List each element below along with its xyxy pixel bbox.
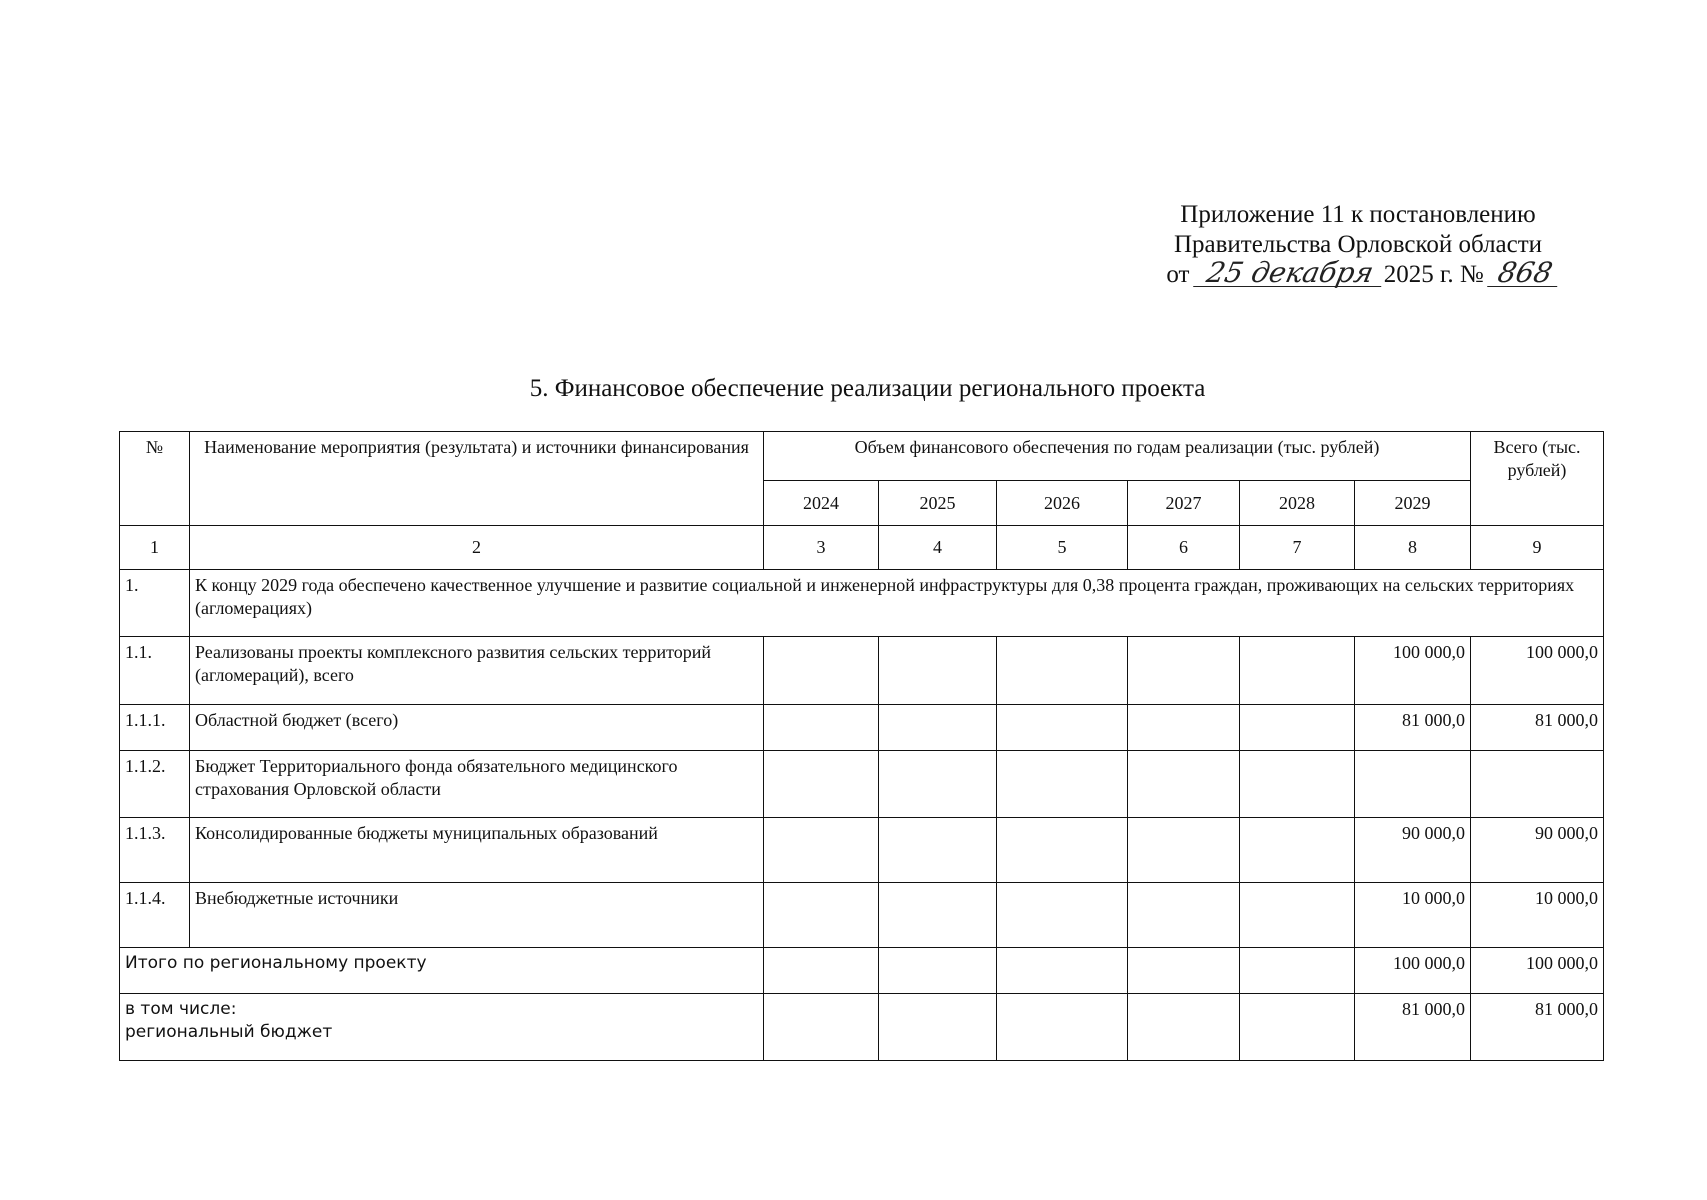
row-num: 1.1.: [120, 637, 190, 705]
column-number: 1: [120, 526, 190, 570]
handwritten-number: 868: [1487, 260, 1563, 287]
goal-row: [120, 570, 1604, 637]
cell-2025: [879, 637, 997, 705]
total-label: Итого по региональному проекту: [120, 948, 764, 994]
total-sum: 100 000,0: [1471, 948, 1604, 994]
cell-2024: [764, 705, 879, 751]
table-row: [120, 637, 1604, 705]
column-number: 6: [1128, 526, 1240, 570]
cell-2027: [1128, 818, 1240, 883]
cell-total: 100 000,0: [1471, 637, 1604, 705]
including-label-line-1: в том числе:: [125, 999, 237, 1019]
total-row: [120, 948, 1604, 994]
cell-2024: [764, 883, 879, 948]
appendix-prefix: от: [1166, 261, 1190, 288]
cell-2029: 10 000,0: [1355, 883, 1471, 948]
appendix-year-text: 2025 г. №: [1383, 261, 1484, 288]
total-2029: 100 000,0: [1355, 948, 1471, 994]
cell-2024: [764, 994, 879, 1061]
table-row: [120, 705, 1604, 751]
goal-num: 1.: [120, 570, 190, 637]
table-row: [120, 751, 1604, 818]
cell-2027: [1128, 994, 1240, 1061]
row-name: Бюджет Территориального фонда обязательного медицинского страхования Орловской области: [190, 751, 764, 818]
cell-2029: 90 000,0: [1355, 818, 1471, 883]
cell-2028: [1240, 751, 1355, 818]
cell-2026: [997, 705, 1128, 751]
cell-2027: [1128, 637, 1240, 705]
cell-2029: 100 000,0: [1355, 637, 1471, 705]
cell-2025: [879, 883, 997, 948]
cell-2027: [1128, 705, 1240, 751]
cell-2025: [879, 818, 997, 883]
header-year-2029: 2029: [1355, 481, 1471, 526]
cell-2029: 81 000,0: [1355, 705, 1471, 751]
row-name: Областной бюджет (всего): [190, 705, 764, 751]
cell-2027: [1128, 883, 1240, 948]
header-row-1: [120, 432, 1604, 481]
column-number: 9: [1471, 526, 1604, 570]
header-year-2024: 2024: [764, 481, 879, 526]
cell-2024: [764, 637, 879, 705]
cell-2024: [764, 751, 879, 818]
cell-2025: [879, 751, 997, 818]
cell-2024: [764, 948, 879, 994]
header-year-2027: 2027: [1128, 481, 1240, 526]
cell-2025: [879, 994, 997, 1061]
cell-2026: [997, 948, 1128, 994]
cell-total: 90 000,0: [1471, 818, 1604, 883]
including-label: [120, 994, 764, 1061]
section-title: 5. Финансовое обеспечение реализации регионального проекта: [529, 375, 1206, 402]
column-number: 3: [764, 526, 879, 570]
row-name: Консолидированные бюджеты муниципальных образований: [190, 818, 764, 883]
cell-2028: [1240, 818, 1355, 883]
header-num: №: [120, 432, 190, 526]
header-year-2026: 2026: [997, 481, 1128, 526]
header-volume: Объем финансового обеспечения по годам реализации (тыс. рублей): [764, 432, 1471, 481]
cell-total: 81 000,0: [1471, 705, 1604, 751]
cell-2024: [764, 818, 879, 883]
table-row: [120, 883, 1604, 948]
handwritten-date: 25 декабря: [1193, 260, 1387, 287]
header-year-2028: 2028: [1240, 481, 1355, 526]
row-num: 1.1.3.: [120, 818, 190, 883]
row-num: 1.1.2.: [120, 751, 190, 818]
cell-2026: [997, 751, 1128, 818]
cell-2026: [997, 994, 1128, 1061]
including-row: [120, 994, 1604, 1061]
goal-text: К концу 2029 года обеспечено качественное улучшение и развитие социальной и инженерной инфраструктуры для 0,38 процента граждан, проживающих на сельских территориях (агломерациях): [190, 570, 1604, 637]
row-num: 1.1.1.: [120, 705, 190, 751]
cell-2026: [997, 818, 1128, 883]
cell-total: 10 000,0: [1471, 883, 1604, 948]
appendix-line-2: Правительства Орловской области: [1173, 231, 1543, 258]
cell-2026: [997, 883, 1128, 948]
cell-2027: [1128, 751, 1240, 818]
including-total: 81 000,0: [1471, 994, 1604, 1061]
appendix-header: [1148, 200, 1568, 290]
header-total: Всего (тыс. рублей): [1471, 432, 1604, 526]
cell-2028: [1240, 883, 1355, 948]
column-number-row: [120, 526, 1604, 570]
column-number: 2: [190, 526, 764, 570]
column-number: 5: [997, 526, 1128, 570]
cell-total: [1471, 751, 1604, 818]
cell-2028: [1240, 637, 1355, 705]
header-name: Наименование мероприятия (результата) и источники финансирования: [190, 432, 764, 526]
cell-2028: [1240, 994, 1355, 1061]
appendix-line-3: [1148, 256, 1568, 290]
cell-2026: [997, 637, 1128, 705]
column-number: 8: [1355, 526, 1471, 570]
column-number: 7: [1240, 526, 1355, 570]
row-name: Внебюджетные источники: [190, 883, 764, 948]
column-number: 4: [879, 526, 997, 570]
header-year-2025: 2025: [879, 481, 997, 526]
row-num: 1.1.4.: [120, 883, 190, 948]
cell-2028: [1240, 948, 1355, 994]
including-label-line-2: региональный бюджет: [125, 1022, 333, 1042]
appendix-line-1: Приложение 11 к постановлению: [1180, 201, 1536, 228]
cell-2028: [1240, 705, 1355, 751]
table-row: [120, 818, 1604, 883]
cell-2029: [1355, 751, 1471, 818]
row-name: Реализованы проекты комплексного развития сельских территорий (агломераций), всего: [190, 637, 764, 705]
financing-table: [119, 431, 1604, 1061]
cell-2027: [1128, 948, 1240, 994]
cell-2025: [879, 705, 997, 751]
cell-2025: [879, 948, 997, 994]
including-2029: 81 000,0: [1355, 994, 1471, 1061]
